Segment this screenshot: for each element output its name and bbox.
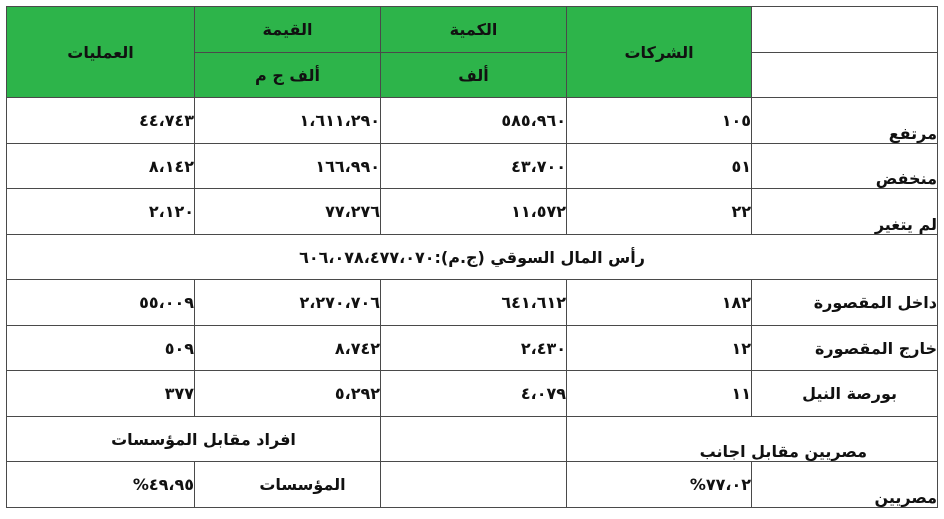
operations-cell: ٨،١٤٢ [7,144,195,189]
market-cap-row [7,235,938,280]
header-operations: العمليات [7,7,195,98]
table-row [7,326,938,371]
header-value: القيمة [195,7,381,53]
operations-cell: ٢،١٢٠ [7,189,195,235]
table-row [7,144,938,189]
companies-cell: ١١ [567,371,752,417]
quantity-cell: ٢،٤٣٠ [381,326,567,371]
operations-cell: ٣٧٧ [7,371,195,417]
value-cell: ٥،٢٩٢ [195,371,381,417]
egyptians-pct: ٧٧،٠٢% [567,462,752,508]
header-empty-cell [752,7,938,53]
egyptians-label: مصريين [752,462,938,508]
header-empty-cell-2 [752,53,938,98]
header-quantity-unit: ألف [381,53,567,98]
value-cell: ١،٦١١،٢٩٠ [195,98,381,144]
row-label: مرتفع [752,98,938,144]
row-label: لم يتغير [752,189,938,235]
row-label: داخل المقصورة [752,280,938,326]
quantity-cell: ٤٣،٧٠٠ [381,144,567,189]
operations-cell: ٤٤،٧٤٣ [7,98,195,144]
quantity-cell: ٦٤١،٦١٢ [381,280,567,326]
footer-empty-cell-2 [381,462,567,508]
operations-cell: ٥٥،٠٠٩ [7,280,195,326]
table-row [7,189,938,235]
header-row-1 [7,7,938,53]
companies-cell: ١٢ [567,326,752,371]
institutions-label: المؤسسات [195,462,381,508]
header-companies: الشركات [567,7,752,98]
companies-cell: ٥١ [567,144,752,189]
market-summary-table [6,6,938,508]
value-cell: ١٦٦،٩٩٠ [195,144,381,189]
header-value-unit: ألف ج م [195,53,381,98]
quantity-cell: ١١،٥٧٢ [381,189,567,235]
footer-values-row [7,462,938,508]
row-label: منخفض [752,144,938,189]
table-row [7,280,938,326]
footer-empty-cell [381,417,567,462]
table-row [7,98,938,144]
institutions-pct: ٤٩،٩٥% [7,462,195,508]
companies-cell: ١٨٢ [567,280,752,326]
footer-heading-row [7,417,938,462]
companies-cell: ٢٢ [567,189,752,235]
egyptians-vs-foreigners-heading: مصريين مقابل اجانب [567,417,938,462]
row-label: بورصة النيل [752,371,938,417]
table-row [7,371,938,417]
operations-cell: ٥٠٩ [7,326,195,371]
individuals-vs-institutions-heading: افراد مقابل المؤسسات [7,417,381,462]
quantity-cell: ٥٨٥،٩٦٠ [381,98,567,144]
companies-cell: ١٠٥ [567,98,752,144]
value-cell: ٧٧،٢٧٦ [195,189,381,235]
value-cell: ٢،٢٧٠،٧٠٦ [195,280,381,326]
value-cell: ٨،٧٤٢ [195,326,381,371]
quantity-cell: ٤،٠٧٩ [381,371,567,417]
row-label: خارج المقصورة [752,326,938,371]
market-cap-text: رأس المال السوقي (ج.م):٦٠٦،٠٧٨،٤٧٧،٠٧٠ [7,235,938,280]
header-quantity: الكمية [381,7,567,53]
